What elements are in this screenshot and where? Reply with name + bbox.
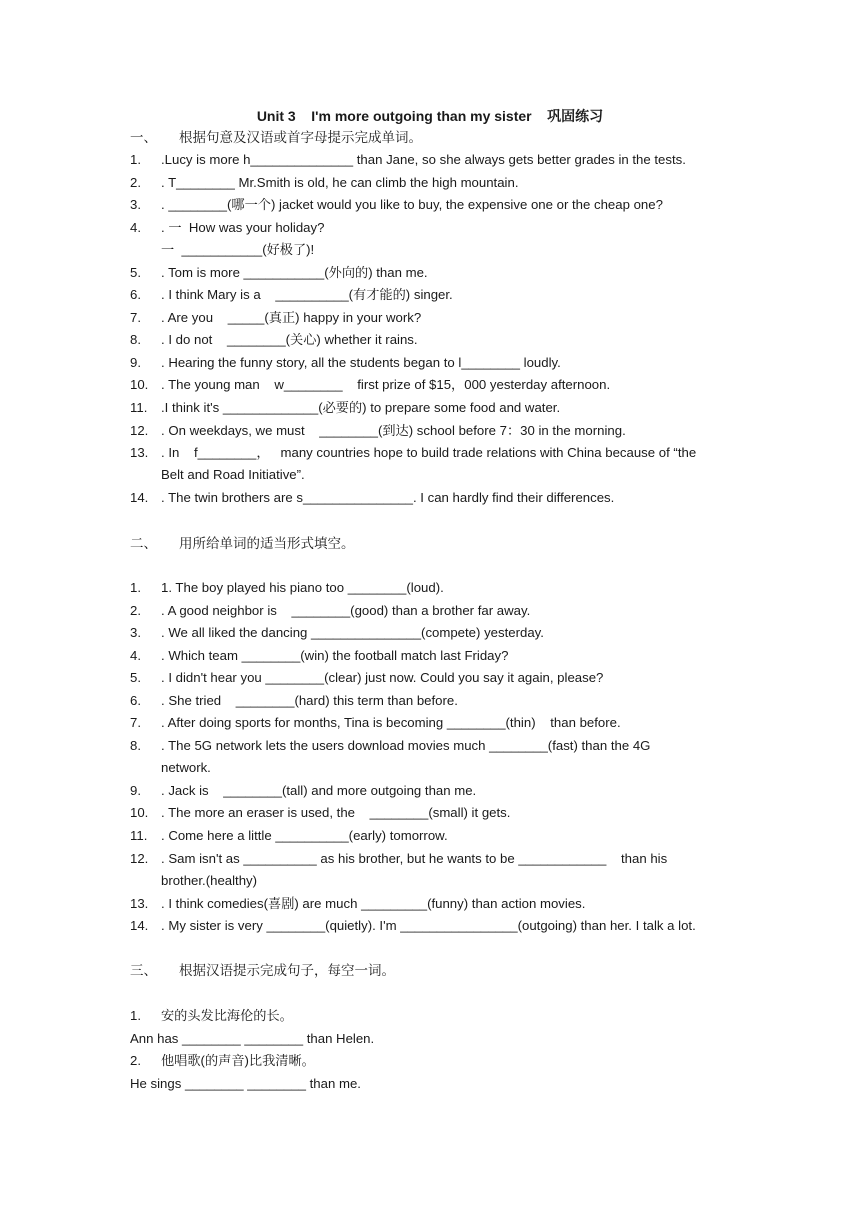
item-text: . ________(哪一个) jacket would you like to buy, the expensive one or the cheap one? [161,197,663,212]
item-text: . On weekdays, we must ________(到达) school before 7：30 in the morning. [161,423,626,438]
item-text: . I think Mary is a __________(有才能的) singer. [161,287,453,302]
exercise-item [130,442,734,487]
section-number: 三、 [130,963,157,979]
section-1-heading [130,128,422,148]
item-text: . Are you _____(真正) happy in your work? [161,310,422,325]
item-number: 9. [130,355,141,370]
item-text: . Come here a little __________(early) tomorrow. [161,828,448,843]
item-number: 2. [130,603,141,618]
section-2-heading [130,534,355,554]
item-text: . 一 How was your holiday? [161,220,325,235]
item-number: 4. [130,648,141,663]
item-number: 7. [130,310,141,325]
section-title: 用所给单词的适当形式填空。 [179,536,355,552]
chinese-sentence: 安的头发比海伦的长。 [161,1008,293,1023]
item-text: . Sam isn't as __________ as his brother, but he wants to be ____________ than his [161,851,668,866]
section-number: 二、 [130,536,157,552]
item-number: 13. [130,896,149,911]
chinese-sentence: 他唱歌(的声音)比我清晰。 [161,1053,315,1068]
item-number: 4. [130,220,141,235]
item-text: . The twin brothers are s_______________. I can hardly find their differences. [161,490,615,505]
item-number: 14. [130,490,149,505]
item-number: 6. [130,287,141,302]
section-title: 根据汉语提示完成句子，每空一词。 [179,963,395,979]
item-number: 12. [130,423,149,438]
item-text: . My sister is very ________(quietly). I'm ________________(outgoing) than her. I talk a lot. [161,918,696,933]
exercise-item [130,217,734,262]
english-sentence: Ann has ________ ________ than Helen. [130,1031,375,1046]
item-text: 1. The boy played his piano too ________(loud). [161,580,444,595]
item-text: . The young man w________ first prize of $15，000 yesterday afternoon. [161,377,611,392]
item-number: 3. [130,625,141,640]
item-number: 8. [130,738,141,753]
section-number: 一、 [130,130,157,146]
translation-prompt [130,1005,293,1028]
item-text: . A good neighbor is ________(good) than a brother far away. [161,603,531,618]
item-number: 2. [130,1053,141,1068]
item-text-continued: 一 ___________(好极了)! [161,242,315,257]
item-text: . Hearing the funny story, all the students began to l________ loudly. [161,355,561,370]
item-text: . We all liked the dancing _______________(compete) yesterday. [161,625,544,640]
exercise-item [130,735,734,780]
item-number: 1. [130,152,141,167]
page-title: Unit 3 I'm more outgoing than my sister 巩固练习 [256,108,604,124]
section-3-heading [130,961,395,981]
item-text: . After doing sports for months, Tina is becoming ________(thin) than before. [161,715,621,730]
item-number: 9. [130,783,141,798]
item-text: . Jack is ________(tall) and more outgoing than me. [161,783,477,798]
item-text: .I think it's _____________(必要的) to prepare some food and water. [161,400,561,415]
item-number: 6. [130,693,141,708]
exercise-item [130,848,734,893]
item-number: 5. [130,265,141,280]
item-text: . The more an eraser is used, the ________(small) it gets. [161,805,511,820]
item-text: . The 5G network lets the users download movies much ________(fast) than the 4G [161,738,651,753]
item-number: 14. [130,918,149,933]
item-text-continued: Belt and Road Initiative”. [161,467,305,482]
item-number: 1. [130,580,141,595]
item-number: 7. [130,715,141,730]
english-sentence: He sings ________ ________ than me. [130,1076,361,1091]
item-number: 11. [130,828,148,843]
item-text: . She tried ________(hard) this term than before. [161,693,458,708]
item-number: 3. [130,197,141,212]
item-number: 13. [130,445,149,460]
section-title: 根据句意及汉语或首字母提示完成单词。 [179,130,422,146]
item-number: 11. [130,400,148,415]
item-text: . In f________， many countries hope to build trade relations with China because of “the [161,445,697,460]
item-text: .Lucy is more h______________ than Jane, so she always gets better grades in the tests. [161,152,686,167]
item-number: 10. [130,805,149,820]
item-text-continued: network. [161,760,211,775]
item-text: . I think comedies(喜剧) are much _________(funny) than action movies. [161,896,586,911]
item-text: . I didn't hear you ________(clear) just now. Could you say it again, please? [161,670,604,685]
item-text: . Which team ________(win) the football match last Friday? [161,648,509,663]
item-number: 1. [130,1008,141,1023]
item-number: 2. [130,175,141,190]
item-number: 8. [130,332,141,347]
translation-prompt [130,1050,315,1073]
item-text-continued: brother.(healthy) [161,873,258,888]
item-text: . T________ Mr.Smith is old, he can climb the high mountain. [161,175,519,190]
item-text: . Tom is more ___________(外向的) than me. [161,265,428,280]
item-text: . I do not ________(关心) whether it rains. [161,332,418,347]
item-number: 10. [130,377,149,392]
item-number: 12. [130,851,149,866]
item-number: 5. [130,670,141,685]
